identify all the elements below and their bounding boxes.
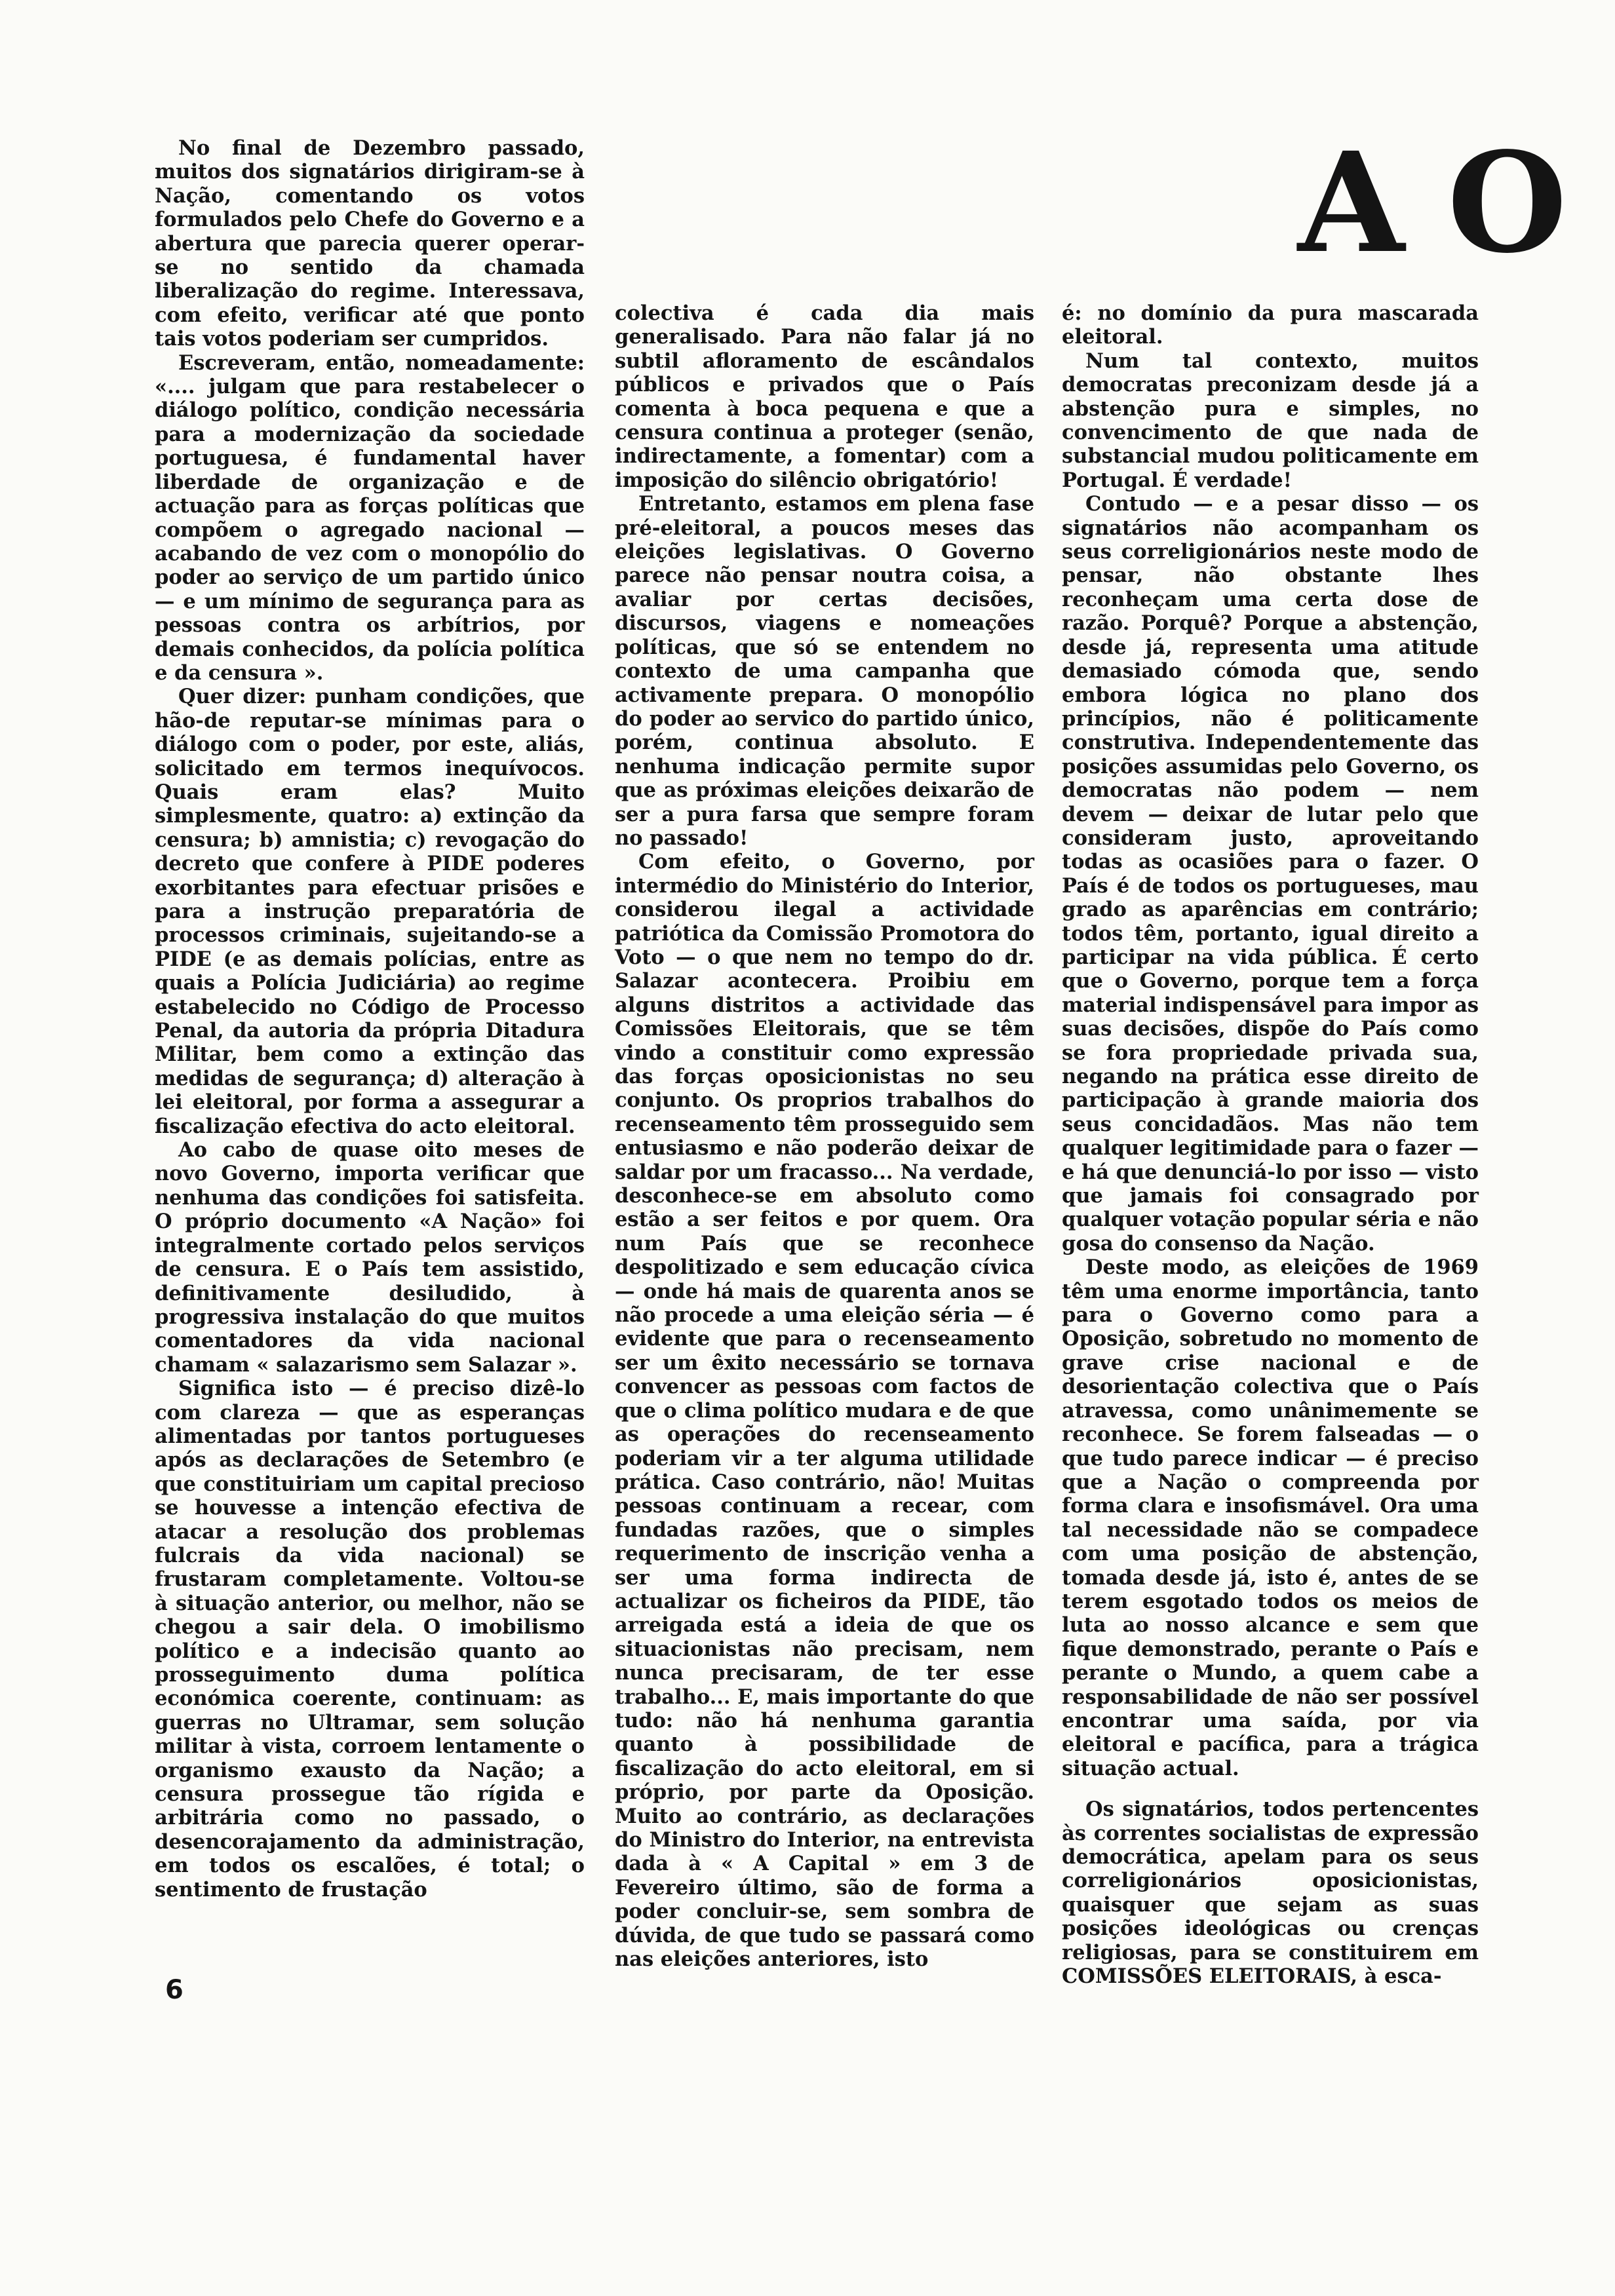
paragraph: Com efeito, o Governo, por intermédio do Ministério do Interior, considerou ilegal a actividade patriótica da Comissão Promotora do Voto — o que nem no tempo do dr. Salazar acontecera. Proibiu em alguns distritos a actividade das Comissões Eleitorais, que se têm vindo a constituir como expressão das forças oposicionistas no seu conjunto. Os proprios trabalhos do recenseamento têm prosseguido sem entusiasmo e não poderão deixar de saldar por um fracasso... Na verdade, desconhece-se em absoluto como estão a ser feitos e por quem. Ora num País que se reconhece despolitizado e sem educação cívica — onde há mais de quarenta anos se não procede a uma eleição séria — é evidente que para o recenseamento ser um êxito necessário se tornava convencer as pessoas com factos de que o clima político mudara e de que as operações do recenseamento poderiam vir a ter alguma utilidade prática. Caso contrário, não! Muitas pessoas continuam a recear, com fundadas razões, que o simples requerimento de inscrição venha a ser uma forma indirecta de actualizar os ficheiros da PIDE, tão arreigada está a ideia de que os situacionistas não precisam, nem nunca precisaram, de ter esse trabalho... E, mais importante do que tudo: não há nenhuma garantia quanto à possibilidade de fiscalização do acto eleitoral, em si próprio, por parte da Oposição. Muito ao contrário, as declarações do Ministro do Interior, na entrevista dada à « A Capital » em 3 de Fevereiro último, são de forma a poder concluir-se, sem sombra de dúvida, de que tudo se passará como nas eleições anteriores, isto [615,850,1034,1972]
article-heading: A O [1298,122,1565,284]
text-column-2 [615,301,1034,1971]
text-column-1 [155,136,585,1902]
text-column-3 [1062,301,1479,1988]
paragraph: Escreveram, então, nomeadamente: «.... julgam que para restabelecer o diálogo político, condição necessária para a modernização da sociedade portuguesa, é fundamental haver liberdade de organização e de actuação para as forças políticas que compõem o agregado nacional — acabando de vez com o monopólio do poder ao serviço de um partido único — e um mínimo de segurança para as pessoas contra os arbítrios, por demais conhecidos, da polícia política e da censura ». [155,351,585,685]
page-number: 6 [165,1975,184,2005]
paragraph: colectiva é cada dia mais generalisado. Para não falar já no subtil afloramento de escândalos públicos e privados que o País comenta à boca pequena e que a censura continua a proteger (senão, indirectamente, a fomentar) com a imposição do silêncio obrigatório! [615,301,1034,492]
paragraph: Deste modo, as eleições de 1969 têm uma enorme importância, tanto para o Governo como para a Oposição, sobretudo no momento de grave crise nacional e de desorientação colectiva que o País atravessa, como unânimemente se reconhece. Se forem falseadas — o que tudo parece indicar — é preciso que a Nação o compreenda por forma clara e insofismável. Ora uma tal necessidade não se compadece com uma posição de abstenção, tomada desde já, isto é, antes de se terem esgotado todos os meios de luta ao nosso alcance e sem que fique demonstrado, perante o País e perante o Mundo, a quem cabe a responsabilidade de não ser possível encontrar uma saída, por via eleitoral e pacífica, para a trágica situação actual. [1062,1255,1479,1780]
paragraph: No final de Dezembro passado, muitos dos signatários dirigiram-se à Nação, comentando os votos formulados pelo Chefe do Governo e a abertura que parecia querer operar-se no sentido da chamada liberalização do regime. Interessava, com efeito, verificar até que ponto tais votos poderiam ser cumpridos. [155,136,585,351]
paragraph: Ao cabo de quase oito meses de novo Governo, importa verificar que nenhuma das condições foi satisfeita. O próprio documento «A Nação» foi integralmente cortado pelos serviços de censura. E o País tem assistido, definitivamente desiludido, à progressiva instalação do que muitos comentadores da vida nacional chamam « salazarismo sem Salazar ». [155,1138,585,1377]
paragraph: Quer dizer: punham condições, que hão-de reputar-se mínimas para o diálogo com o poder, por este, aliás, solicitado em termos inequívocos. Quais eram elas? Muito simplesmente, quatro: a) extinção da censura; b) amnistia; c) revogação do decreto que confere à PIDE poderes exorbitantes para efectuar prisões e para a instrução preparatória de processos criminais, sujeitando-se a PIDE (e as demais polícias, entre as quais a Polícia Judiciária) ao regime estabelecido no Código de Processo Penal, da autoria da própria Ditadura Militar, bem como a extinção das medidas de segurança; d) alteração à lei eleitoral, por forma a assegurar a fiscalização efectiva do acto eleitoral. [155,685,585,1138]
paragraph: Entretanto, estamos em plena fase pré-eleitoral, a poucos meses das eleições legislativas. O Governo parece não pensar noutra coisa, a avaliar por certas decisões, discursos, viagens e nomeações políticas, que só se entendem no contexto de uma campanha que activamente prepara. O monopólio do poder ao servico do partido único, porém, continua absoluto. E nenhuma indicação permite supor que as próximas eleições deixarão de ser a pura farsa que sempre foram no passado! [615,492,1034,850]
paragraph: Os signatários, todos pertencentes às correntes socialistas de expressão democrática, apelam para os seus correligionários oposicionistas, quaisquer que sejam as suas posições ideológicas ou crenças religiosas, para se constituirem em COMISSÕES ELEITORAIS, à esca- [1062,1797,1479,1989]
paragraph: Significa isto — é preciso dizê-lo com clareza — que as esperanças alimentadas por tantos portugueses após as declarações de Setembro (e que constituiriam um capital precioso se houvesse a intenção efectiva de atacar a resolução dos problemas fulcrais da vida nacional) se frustaram completamente. Voltou-se à situação anterior, ou melhor, não se chegou a sair dela. O imobilismo político e a indecisão quanto ao prosseguimento duma política económica coerente, continuam: as guerras no Ultramar, sem solução militar à vista, corroem lentamente o organismo exausto da Nação; a censura prossegue tão rígida e arbitrária como no passado, o desencorajamento da administração, em todos os escalões, é total; o sentimento de frustação [155,1377,585,1902]
paragraph: é: no domínio da pura mascarada eleitoral. [1062,301,1479,349]
paragraph: Contudo — e a pesar disso — os signatários não acompanham os seus correligionários neste modo de pensar, não obstante lhes reconheçam uma certa dose de razão. Porquê? Porque a abstenção, desde já, representa uma atitude demasiado cómoda que, sendo embora lógica no plano dos princípios, não é politicamente construtiva. Independentemente das posições assumidas pelo Governo, os democratas não podem — nem devem — deixar de lutar pelo que consideram justo, aproveitando todas as ocasiões para o fazer. O País é de todos os portugueses, mau grado as aparências em contrário; todos têm, portanto, igual direito a participar na vida pública. É certo que o Governo, porque tem a força material indispensável para impor as suas decisões, dispõe do País como se fora propriedade privada sua, negando na prática esse direito de participação à grande maioria dos seus concidadãos. Mas não tem qualquer legitimidade para o fazer — e há que denunciá-lo por isso — visto que jamais foi consagrado por qualquer votação popular séria e não gosa do consenso da Nação. [1062,492,1479,1255]
paragraph: Num tal contexto, muitos democratas preconizam desde já a abstenção pura e simples, no convencimento de que nada de substancial mudou politicamente em Portugal. É verdade! [1062,349,1479,492]
